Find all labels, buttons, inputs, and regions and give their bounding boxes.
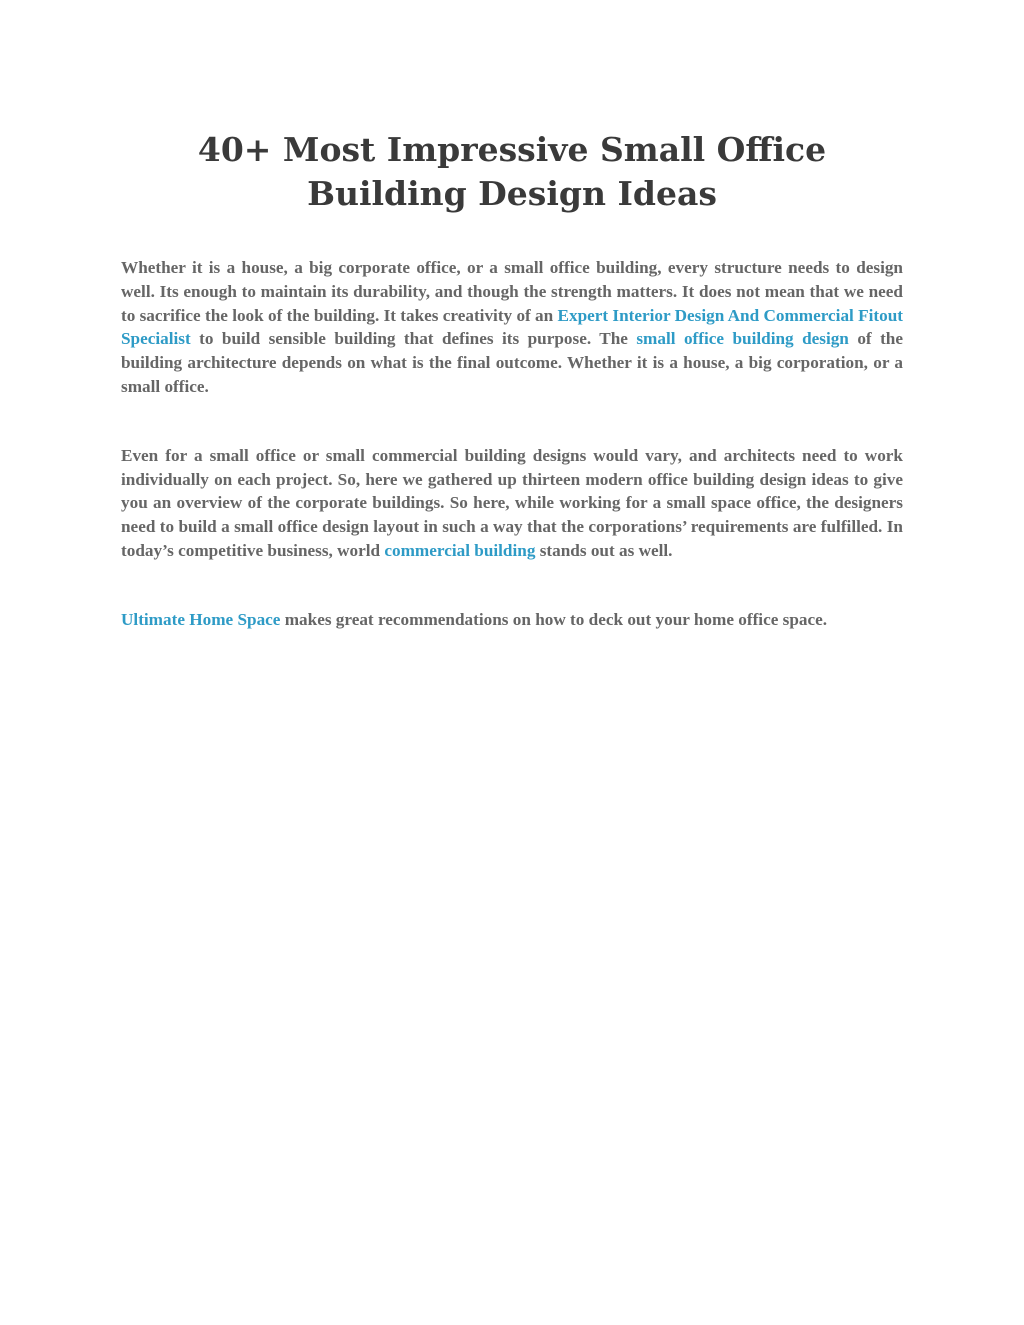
paragraph-intro-text-c: of the building architecture depends on what is the final outcome. Whether it is a house, a big corporation, or a small office. — [121, 329, 903, 396]
small-office-building-design-link[interactable]: small office building design — [636, 329, 849, 349]
paragraph-overview-text-b: stands out as well. — [535, 540, 673, 560]
commercial-building-link[interactable]: commercial building — [384, 540, 536, 560]
ultimate-home-space-link[interactable]: Ultimate Home Space — [121, 609, 281, 629]
paragraph-overview — [121, 444, 903, 563]
paragraph-intro-text-a: Whether it is a house, a big corporate office, or a small office building, every structure needs to design well. Its enough to maintain its durability, and though the strength matters. It does not mean that we need to sacrifice the look of the building. It takes creativity of an — [121, 258, 903, 325]
paragraph-recommendation — [121, 608, 903, 632]
page-title — [121, 128, 903, 216]
expert-interior-design-link[interactable]: Expert Interior Design And Commercial Fitout Specialist — [121, 305, 903, 349]
title-line-1: 40+ Most Impressive Small Office — [197, 130, 827, 169]
paragraph-overview-text-a: Even for a small office or small commercial building designs would vary, and architects need to work individually on each project. So, here we gathered up thirteen modern office building design ideas to give you an overview of the corporate buildings. So here, while working for a small space office, the designers need to build a small office design layout in such a way that the corporations’ requirements are fulfilled. In today’s competitive business, world — [121, 445, 903, 560]
paragraph-intro-text-b: to build sensible building that defines its purpose. The — [190, 329, 637, 349]
title-line-2: Building Design Ideas — [307, 174, 717, 213]
paragraph-recommendation-text: makes great recommendations on how to deck out your home office space. — [280, 609, 828, 629]
paragraph-intro — [121, 256, 903, 399]
document-page — [121, 128, 903, 632]
